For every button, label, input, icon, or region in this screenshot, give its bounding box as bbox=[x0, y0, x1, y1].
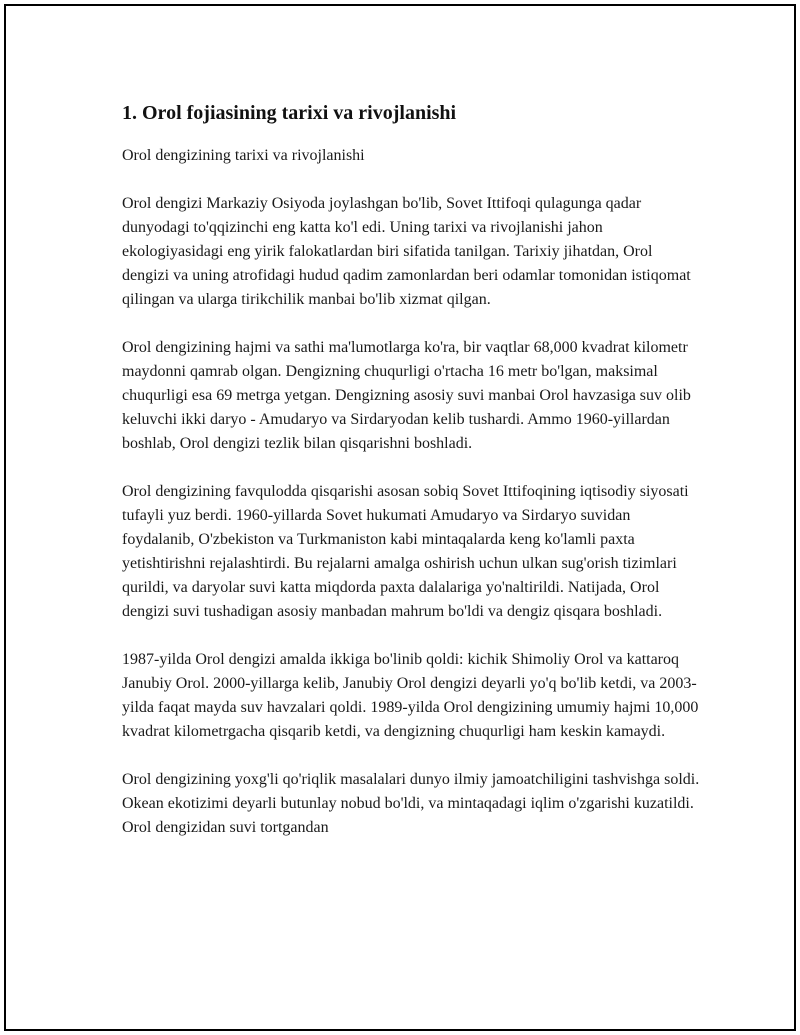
paragraph: Orol dengizining yoxg'li qo'riqlik masalalari dunyo ilmiy jamoatchiligini tashvishga soldi. Okean ekotizimi deyarli butunlay nobud bo'ldi, va mintaqadagi iqlim o'zgarishi kuzatildi. Orol dengizidan suvi tortgandan bbox=[122, 771, 700, 836]
document-page bbox=[4, 4, 796, 1031]
document-content bbox=[122, 100, 702, 864]
paragraph: Orol dengizi Markaziy Osiyoda joylashgan bo'lib, Sovet Ittifoqi qulagunga qadar dunyodagi to'qqizinchi eng katta ko'l edi. Uning tarixi va rivojlanishi jahon ekologiyasidagi eng yirik falokatlardan biri sifatida tanilgan. Tarixiy jihatdan, Orol dengizi va uning atrofidagi hudud qadim zamonlardan beri odamlar tomonidan istiqomat qilingan va ularga tirikchilik manbai bo'lib xizmat qilgan. bbox=[122, 195, 691, 308]
paragraph: Orol dengizining hajmi va sathi ma'lumotlarga ko'ra, bir vaqtlar 68,000 kvadrat kilometr maydonni qamrab olgan. Dengizning chuqurligi o'rtacha 16 metr bo'lgan, maksimal chuqurligi esa 69 metrga yetgan. Dengizning asosiy suvi manbai Orol havzasiga suv olib keluvchi ikki daryo - Amudaryo va Sirdaryodan kelib tushardi. Ammo 1960-yillardan boshlab, Orol dengizi tezlik bilan qisqarishni boshladi. bbox=[122, 339, 691, 452]
section-subtitle: Orol dengizining tarixi va rivojlanishi bbox=[122, 147, 365, 164]
paragraph: 1987-yilda Orol dengizi amalda ikkiga bo'linib qoldi: kichik Shimoliy Orol va kattaroq Janubiy Orol. 2000-yillarga kelib, Janubiy Orol dengizi deyarli yo'q bo'lib ketdi, va 2003-yilda faqat mayda suv havzalari qoldi. 1989-yilda Orol dengizining umumiy hajmi 10,000 kvadrat kilometrgacha qisqarib ketdi, va dengizning chuqurligi ham keskin kamaydi. bbox=[122, 651, 699, 740]
paragraph: Orol dengizining favqulodda qisqarishi asosan sobiq Sovet Ittifoqining iqtisodiy siyosati tufayli yuz berdi. 1960-yillarda Sovet hukumati Amudaryo va Sirdaryo suvidan foydalanib, O'zbekiston va Turkmaniston kabi mintaqalarda keng ko'lamli paxta yetishtirishni rejalashtirdi. Bu rejalarni amalga oshirish uchun ulkan sug'orish tizimlari qurildi, va daryolar suvi katta miqdorda paxta dalalariga yo'naltirildi. Natijada, Orol dengizi suvi tushadigan asosiy manbadan mahrum bo'ldi va dengiz qisqara boshladi. bbox=[122, 483, 689, 620]
section-heading: 1. Orol fojiasining tarixi va rivojlanishi bbox=[122, 102, 457, 124]
